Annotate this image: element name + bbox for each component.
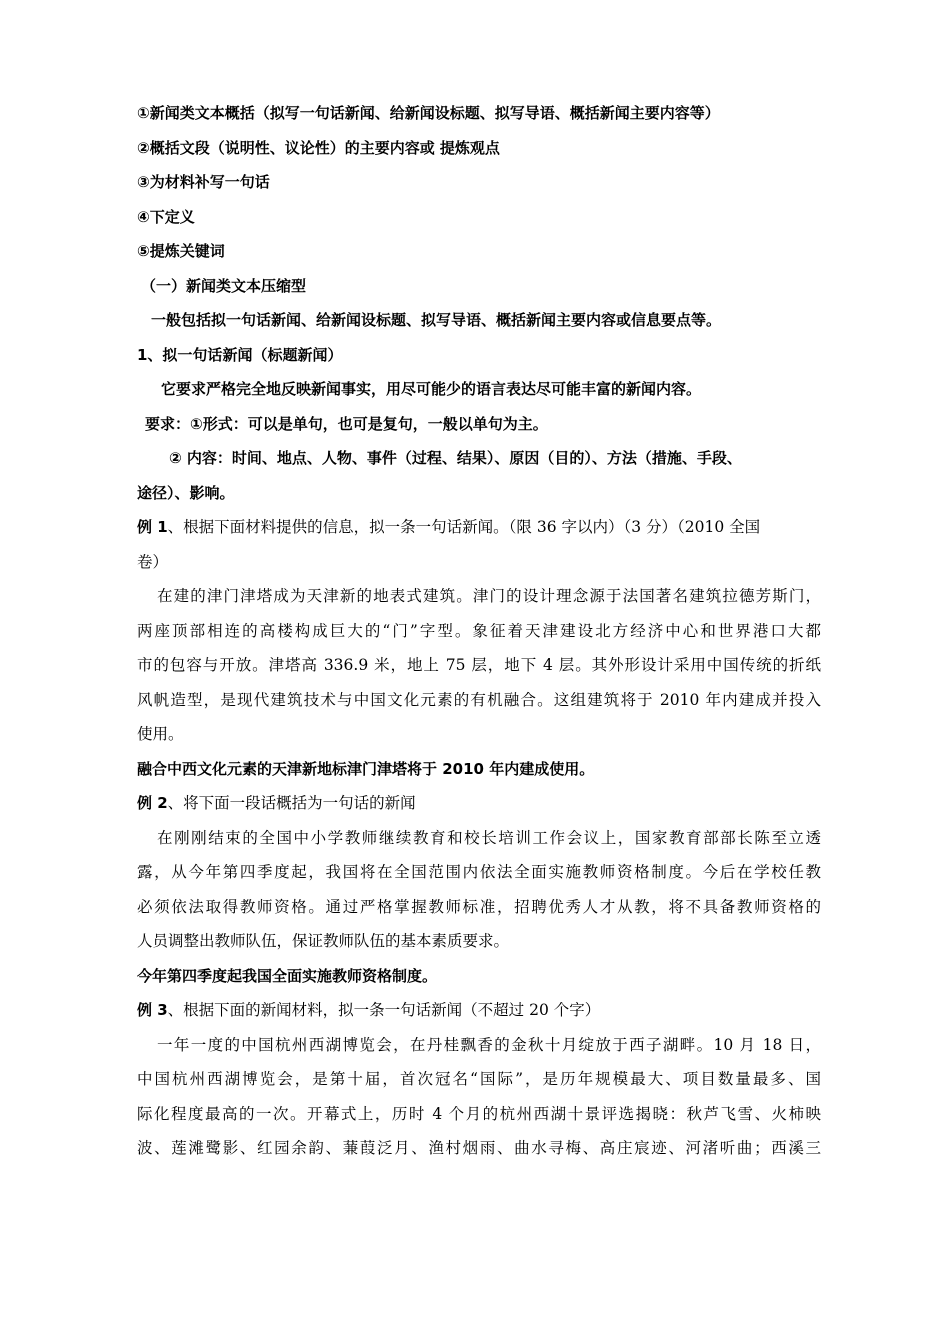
example-1-prompt <box>137 510 821 545</box>
example-1-prompt-cont: 卷） <box>137 552 169 571</box>
example-3-material: 中国杭州西湖博览会，是第十届，首次冠名“国际”，是历年规模最大、项目数量最多、国 <box>137 1070 821 1088</box>
example-1-material: 风帆造型，是现代建筑技术与中国文化元素的有机融合。这组建筑将于 2010 年内建成并投入 <box>137 690 821 709</box>
requirement-content: ② 内容：时间、地点、人物、事件（过程、结果）、原因（目的）、方法（措施、手段、 <box>169 449 742 467</box>
section-heading: （一）新闻类文本压缩型 <box>141 276 307 295</box>
example-3-material: 一年一度的中国杭州西湖博览会，在丹桂飘香的金秋十月绽放于西子湖畔。10 月 18 日， <box>157 1035 821 1054</box>
document-page <box>137 96 821 1166</box>
outline-item-5: ⑤提炼关键词 <box>137 242 225 260</box>
example-2-answer: 今年第四季度起我国全面实施教师资格制度。 <box>137 966 438 985</box>
section-intro: 一般包括拟一句话新闻、给新闻设标题、拟写导语、概括新闻主要内容或信息要点等。 <box>151 311 722 329</box>
example-2-text: 、将下面一段话概括为一句话的新闻 <box>167 794 416 812</box>
example-1-material: 两座顶部相连的高楼构成巨大的“门”字型。象征着天津建设北方经济中心和世界港口大都 <box>137 621 821 640</box>
example-2-label: 例 2 <box>137 794 168 812</box>
example-1-material: 市的包容与开放。津塔高 336.9 米，地上 75 层，地下 4 层。其外形设计采用中国传统的折纸 <box>137 656 821 674</box>
example-2-material: 人员调整出教师队伍，保证教师队伍的基本素质要求。 <box>137 932 510 950</box>
example-2-material: 在刚刚结束的全国中小学教师继续教育和校长培训工作会议上，国家教育部部长陈至立透 <box>157 828 821 847</box>
outline-item-3: ③为材料补写一句话 <box>137 173 270 191</box>
example-3-text: 、根据下面的新闻材料，拟一条一句话新闻（不超过 20 个字） <box>167 1001 601 1019</box>
example-3-material: 际化程度最高的一次。开幕式上，历时 4 个月的杭州西湖十景评选揭晓：秋芦飞雪、火柿映 <box>137 1104 821 1123</box>
example-3-material: 波、莲滩鹭影、红园余韵、蒹葭泛月、渔村烟雨、曲水寻梅、高庄宸迹、河渚听曲；西溪三 <box>137 1139 821 1157</box>
example-1-answer: 融合中西文化元素的天津新地标津门津塔将于 2010 年内建成使用。 <box>137 759 595 778</box>
example-2-prompt <box>137 786 821 821</box>
outline-item-1: ①新闻类文本概括（拟写一句话新闻、给新闻设标题、拟写导语、概括新闻主要内容等） <box>137 104 720 122</box>
example-1-label: 例 1 <box>137 518 168 536</box>
subsection-heading: 1、拟一句话新闻（标题新闻） <box>137 345 343 364</box>
requirement-form: 要求：①形式：可以是单句，也可是复句，一般以单句为主。 <box>145 414 548 433</box>
outline-item-4: ④下定义 <box>137 207 195 226</box>
example-3-prompt <box>137 993 821 1028</box>
example-3-label: 例 3 <box>137 1001 168 1019</box>
outline-item-2: ②概括文段（说明性、议论性）的主要内容或 提炼观点 <box>137 138 500 157</box>
example-2-material: 露，从今年第四季度起，我国将在全国范围内依法全面实施教师资格制度。今后在学校任教 <box>137 863 821 881</box>
example-2-material: 必须依法取得教师资格。通过严格掌握教师标准，招聘优秀人才从教，将不具备教师资格的 <box>137 897 821 916</box>
example-1-material: 在建的津门津塔成为天津新的地表式建筑。津门的设计理念源于法国著名建筑拉德芳斯门， <box>157 587 821 605</box>
definition-text: 它要求严格完全地反映新闻事实，用尽可能少的语言表达尽可能丰富的新闻内容。 <box>161 380 702 398</box>
requirement-content-cont: 途径）、影响。 <box>137 483 235 502</box>
example-1-text: 、根据下面材料提供的信息，拟一条一句话新闻。（限 36 字以内）（3 分）（2010 全国 <box>167 518 761 536</box>
example-1-material: 使用。 <box>137 725 184 743</box>
